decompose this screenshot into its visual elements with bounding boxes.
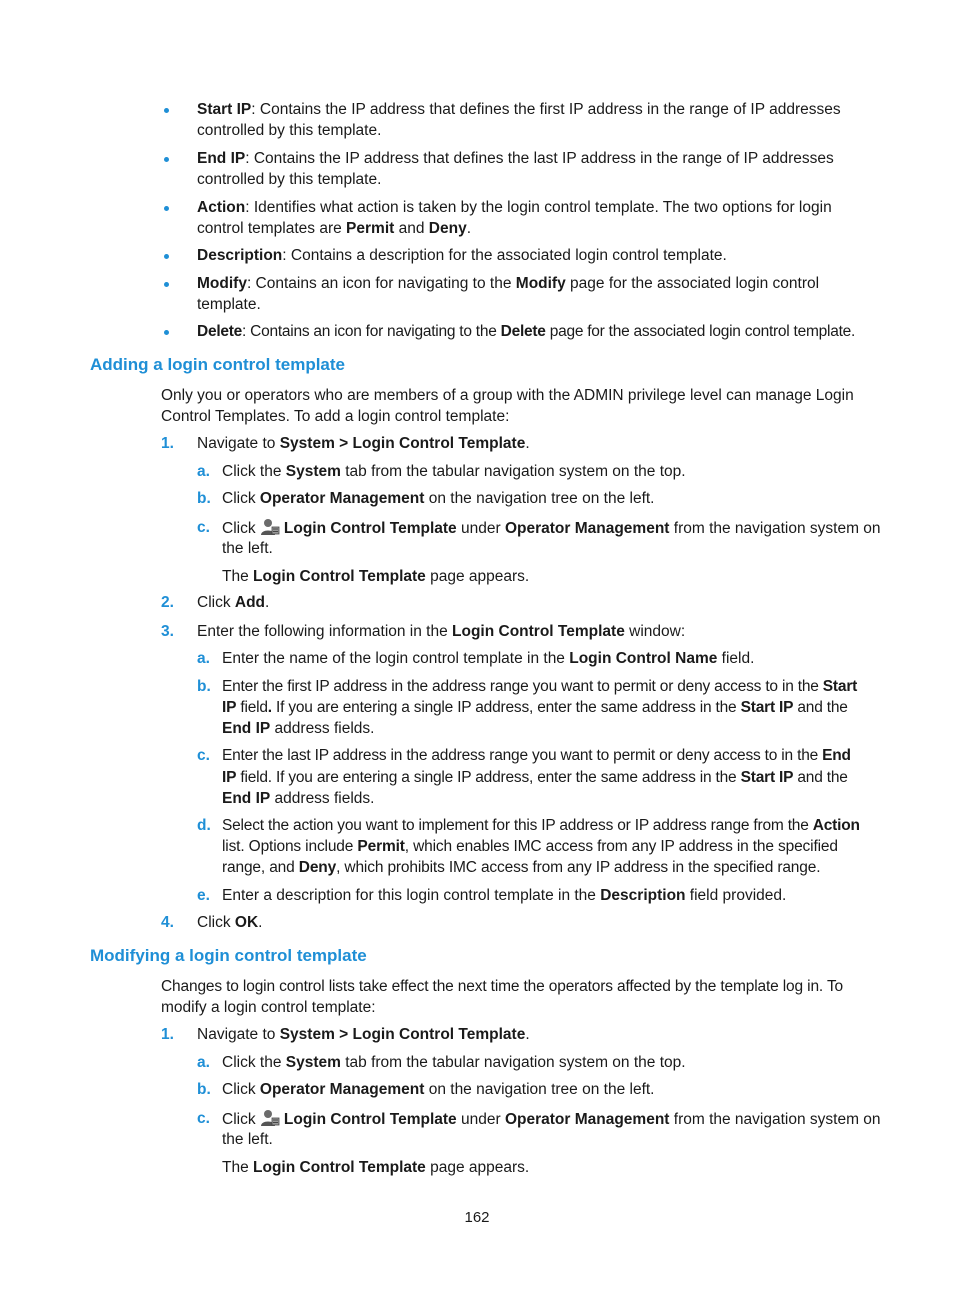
- substep-login-template-cont: the left.: [222, 540, 273, 557]
- step-enter-info: Enter the following information in the Login Control Template window:: [197, 623, 686, 640]
- bullet-marker: [164, 206, 169, 211]
- bullet-marker: [164, 108, 169, 113]
- substep-end-ip-cont2: End IP address fields.: [222, 790, 375, 807]
- bullet-start-ip: Start IP: Contains the IP address that defines the first IP address in the range of IP addresses: [197, 101, 841, 118]
- substep-letter: c.: [197, 747, 210, 764]
- step-number: 1.: [161, 435, 174, 452]
- section-heading-adding: Adding a login control template: [90, 355, 345, 374]
- substep-description: Enter a description for this login control template in the Description field provided.: [222, 887, 787, 904]
- substep-start-ip-cont: IP field. If you are entering a single IP address, enter the same address in the Start IP and the: [222, 699, 848, 716]
- substep-system-tab: Click the System tab from the tabular navigation system on the top.: [222, 1054, 686, 1071]
- step-click-ok: Click OK.: [197, 914, 263, 931]
- bullet-marker: [164, 254, 169, 259]
- step-click-add: Click Add.: [197, 594, 270, 611]
- substep-letter: a.: [197, 1054, 210, 1071]
- bullet-action-cont: control templates are Permit and Deny.: [197, 220, 471, 237]
- substep-action: Select the action you want to implement for this IP address or IP address range from the Action: [222, 817, 860, 834]
- substep-end-ip-cont: IP field. If you are entering a single IP address, enter the same address in the Start IP and the: [222, 769, 848, 786]
- substep-letter: d.: [197, 817, 211, 834]
- substep-end-ip: Enter the last IP address in the address range you want to permit or deny access to in the End: [222, 747, 851, 764]
- section-heading-modifying: Modifying a login control template: [90, 946, 367, 965]
- intro-adding-cont: Control Templates. To add a login control template:: [161, 408, 510, 425]
- bullet-modify-cont: template.: [197, 296, 261, 313]
- step-number: 4.: [161, 914, 174, 931]
- substep-action-cont: list. Options include Permit, which enables IMC access from any IP address in the specified: [222, 838, 838, 855]
- bullet-marker: [164, 157, 169, 162]
- bullet-start-ip-cont: controlled by this template.: [197, 122, 382, 139]
- step-number: 3.: [161, 623, 174, 640]
- substep-login-name: Enter the name of the login control template in the Login Control Name field.: [222, 650, 755, 667]
- substep-login-template-cont: the left.: [222, 1131, 273, 1148]
- substep-letter: e.: [197, 887, 210, 904]
- substep-system-tab: Click the System tab from the tabular navigation system on the top.: [222, 463, 686, 480]
- intro-modifying: Changes to login control lists take effect the next time the operators affected by the template log in. To: [161, 978, 844, 995]
- bullet-modify: Modify: Contains an icon for navigating to the Modify page for the associated login control: [197, 275, 820, 292]
- substep-letter: a.: [197, 463, 210, 480]
- operator-icon: [260, 518, 280, 536]
- bullet-action: Action: Identifies what action is taken by the login control template. The two options for login: [197, 199, 832, 216]
- bullet-end-ip-cont: controlled by this template.: [197, 171, 382, 188]
- page-appears-note: The Login Control Template page appears.: [222, 568, 530, 585]
- page-appears-note: The Login Control Template page appears.: [222, 1159, 530, 1176]
- substep-letter: b.: [197, 1081, 211, 1098]
- step-navigate: Navigate to System > Login Control Template.: [197, 435, 530, 452]
- substep-letter: c.: [197, 519, 210, 536]
- step-number: 2.: [161, 594, 174, 611]
- substep-action-cont2: range, and Deny, which prohibits IMC access from any IP address in the specified range.: [222, 859, 821, 876]
- substep-letter: c.: [197, 1110, 210, 1127]
- bullet-delete: Delete: Contains an icon for navigating to the Delete page for the associated login control template.: [197, 323, 856, 340]
- substep-operator-mgmt: Click Operator Management on the navigation tree on the left.: [222, 1081, 655, 1098]
- substep-letter: b.: [197, 678, 211, 695]
- substep-operator-mgmt: Click Operator Management on the navigation tree on the left.: [222, 490, 655, 507]
- step-navigate: Navigate to System > Login Control Template.: [197, 1026, 530, 1043]
- substep-start-ip-cont2: End IP address fields.: [222, 720, 375, 737]
- bullet-end-ip: End IP: Contains the IP address that defines the last IP address in the range of IP addresses: [197, 150, 834, 167]
- bullet-description: Description: Contains a description for the associated login control template.: [197, 247, 727, 264]
- step-number: 1.: [161, 1026, 174, 1043]
- substep-letter: a.: [197, 650, 210, 667]
- substep-start-ip: Enter the first IP address in the address range you want to permit or deny access to in the Start: [222, 678, 858, 695]
- substep-letter: b.: [197, 490, 211, 507]
- intro-modifying-cont: modify a login control template:: [161, 999, 376, 1016]
- intro-adding: Only you or operators who are members of a group with the ADMIN privilege level can manage Login: [161, 387, 854, 404]
- bullet-marker: [164, 330, 169, 335]
- substep-login-template: Click Login Control Template under Operator Management from the navigation system on: [222, 520, 881, 537]
- substep-login-template: Click Login Control Template under Operator Management from the navigation system on: [222, 1111, 881, 1128]
- operator-icon: [260, 1109, 280, 1127]
- bullet-marker: [164, 282, 169, 287]
- page-number: 162: [464, 1209, 490, 1226]
